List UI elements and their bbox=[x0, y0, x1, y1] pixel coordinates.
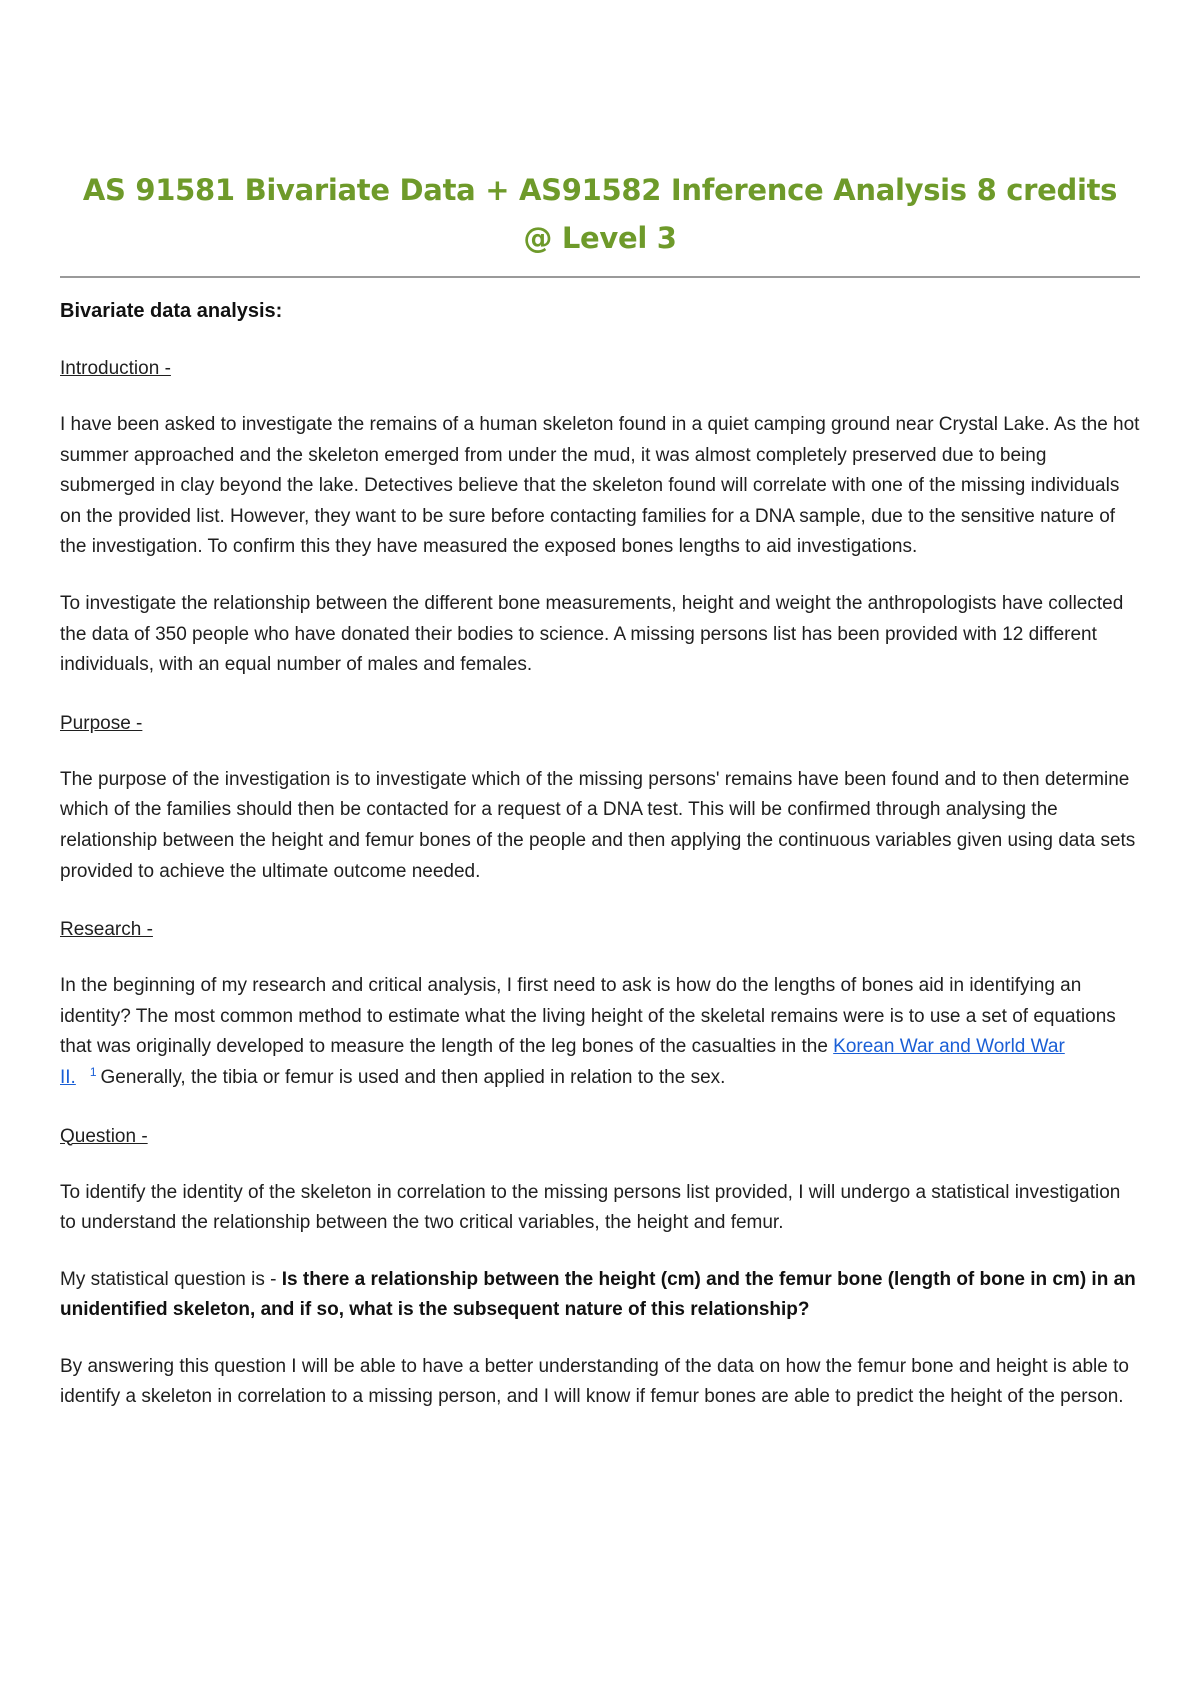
introduction-paragraph-2: To investigate the relationship between the different bone measurements, height and weight the anthropologists have collected the data of 350 people who have donated their bodies to science. A missing persons list has been provided with 12 different individuals, with an equal number of males and females. bbox=[60, 592, 1124, 676]
title-divider bbox=[60, 276, 1140, 278]
question-heading: Question - bbox=[60, 1125, 148, 1147]
introduction-heading: Introduction - bbox=[60, 358, 171, 379]
introduction-paragraph-1: I have been asked to investigate the remains of a human skeleton found in a quiet camping ground near Crystal Lake. As the hot summer approached and the skeleton emerged from under the mud, it was almost completely preserved due to being submerged in clay beyond the lake. Detectives believe that the skeleton found will correlate with one of the missing individuals on the provided list. However, they want to be sure before contacting families for a DNA sample, due to the sensitive nature of the investigation. To confirm this they have measured the exposed bones lengths to aid investigations. bbox=[60, 414, 1140, 558]
question-paragraph-1: To identify the identity of the skeleton in correlation to the missing persons list provided, I will undergo a statistical investigation to understand the relationship between the two critical variables, the height and femur. bbox=[60, 1181, 1121, 1234]
section-heading: Bivariate data analysis: bbox=[60, 300, 283, 322]
document-title-line1: AS 91581 Bivariate Data + AS91582 Inference Analysis 8 credits bbox=[82, 173, 1118, 207]
document-title bbox=[60, 166, 1140, 262]
statistical-question-prefix: My statistical question is - bbox=[60, 1268, 282, 1290]
footnote-reference[interactable]: 1 bbox=[89, 1064, 97, 1079]
research-text-before-link: In the beginning of my research and critical analysis, I first need to ask is how do the lengths of bones aid in identifying an identity? The most common method to estimate what the living height of the skeletal remains were is to use a set of equations that was originally developed to measure the length of the leg bones of the casualties in the bbox=[60, 975, 1116, 1058]
research-paragraph bbox=[60, 971, 1140, 1093]
statistical-question: Is there a relationship between the height (cm) and the femur bone (length of bone in cm) in an unidentified skeleton, and if so, what is the subsequent nature of this relationship? bbox=[60, 1268, 1136, 1321]
research-heading: Research - bbox=[60, 919, 153, 941]
korean-war-link[interactable]: Korean War and World War II. bbox=[60, 1036, 1065, 1088]
purpose-paragraph: The purpose of the investigation is to investigate which of the missing persons' remains have been found and to then determine which of the families should then be contacted for a request of a DNA test. This will be confirmed through analysing the relationship between the height and femur bones of the people and then applying the continuous variables given using data sets provided to achieve the ultimate outcome needed. bbox=[60, 768, 1136, 882]
research-text-after-link: Generally, the tibia or femur is used and then applied in relation to the sex. bbox=[100, 1066, 726, 1088]
question-paragraph-3: By answering this question I will be able to have a better understanding of the data on how the femur bone and height is able to identify a skeleton in correlation to a missing person, and I will know if femur bones are able to predict the height of the person. bbox=[60, 1355, 1129, 1408]
purpose-heading: Purpose - bbox=[60, 712, 143, 734]
document-page bbox=[60, 0, 1140, 1413]
statistical-question-paragraph bbox=[60, 1265, 1140, 1326]
document-title-line2: @ Level 3 bbox=[523, 221, 677, 255]
